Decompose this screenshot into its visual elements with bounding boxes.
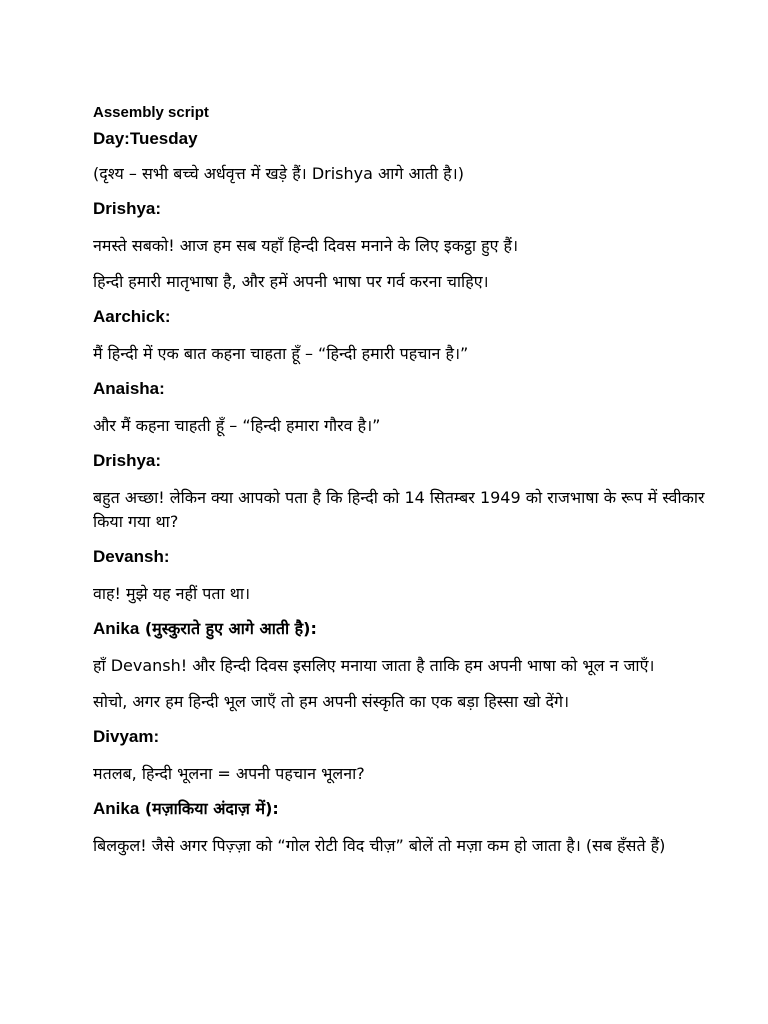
dialogue-line: बहुत अच्छा! लेकिन क्या आपको पता है कि हिन्दी को 14 सितम्बर 1949 को राजभाषा के रूप में स्वीकार किया गया था? [93,488,705,531]
speaker-label: Drishya: [93,451,162,470]
dialogue-line: नमस्ते सबको! आज हम सब यहाँ हिन्दी दिवस मनाने के लिए इकट्ठा हुए हैं। [93,236,519,255]
script-body [93,198,708,858]
speaker-label: Divyam: [93,727,160,746]
dialogue-line: बिलकुल! जैसे अगर पिज़्ज़ा को “गोल रोटी विद चीज़” बोलें तो मज़ा कम हो जाता है। (सब हँसते हैं) [93,836,666,855]
stage-direction: (मज़ाकिया अंदाज़ में): [139,799,279,818]
dialogue-line: मतलब, हिन्दी भूलना = अपनी पहचान भूलना? [93,764,365,783]
speaker-name [93,546,708,568]
stage-direction: (मुस्कुराते हुए आगे आती है): [139,619,317,638]
speaker-label: Anaisha: [93,379,165,398]
speaker-name [93,378,708,400]
speaker-name [93,198,708,220]
scene-direction: (दृश्य – सभी बच्चे अर्धवृत्त में खड़े हैं। Drishya आगे आती है।) [93,164,464,183]
speaker-name [93,798,708,820]
speaker-name [93,450,708,472]
document-title: Assembly script [93,104,209,121]
speaker-label: Anika [93,619,140,638]
speaker-name [93,306,708,328]
speaker-name [93,618,708,640]
dialogue-line: सोचो, अगर हम हिन्दी भूल जाएँ तो हम अपनी संस्कृति का एक बड़ा हिस्सा खो देंगे। [93,692,570,711]
speaker-label: Aarchick: [93,307,171,326]
speaker-label: Anika [93,799,140,818]
dialogue-line: हिन्दी हमारी मातृभाषा है, और हमें अपनी भाषा पर गर्व करना चाहिए। [93,272,489,291]
speaker-name [93,726,708,748]
dialogue-line: वाह! मुझे यह नहीं पता था। [93,584,251,603]
dialogue-line: और मैं कहना चाहती हूँ – “हिन्दी हमारा गौरव है।” [93,416,381,435]
speaker-label: Drishya: [93,199,162,218]
dialogue-line: मैं हिन्दी में एक बात कहना चाहता हूँ – “हिन्दी हमारी पहचान है।” [93,344,469,363]
dialogue-line: हाँ Devansh! और हिन्दी दिवस इसलिए मनाया जाता है ताकि हम अपनी भाषा को भूल न जाएँ। [93,656,655,675]
speaker-label: Devansh: [93,547,170,566]
day-heading: Day:Tuesday [93,129,198,148]
